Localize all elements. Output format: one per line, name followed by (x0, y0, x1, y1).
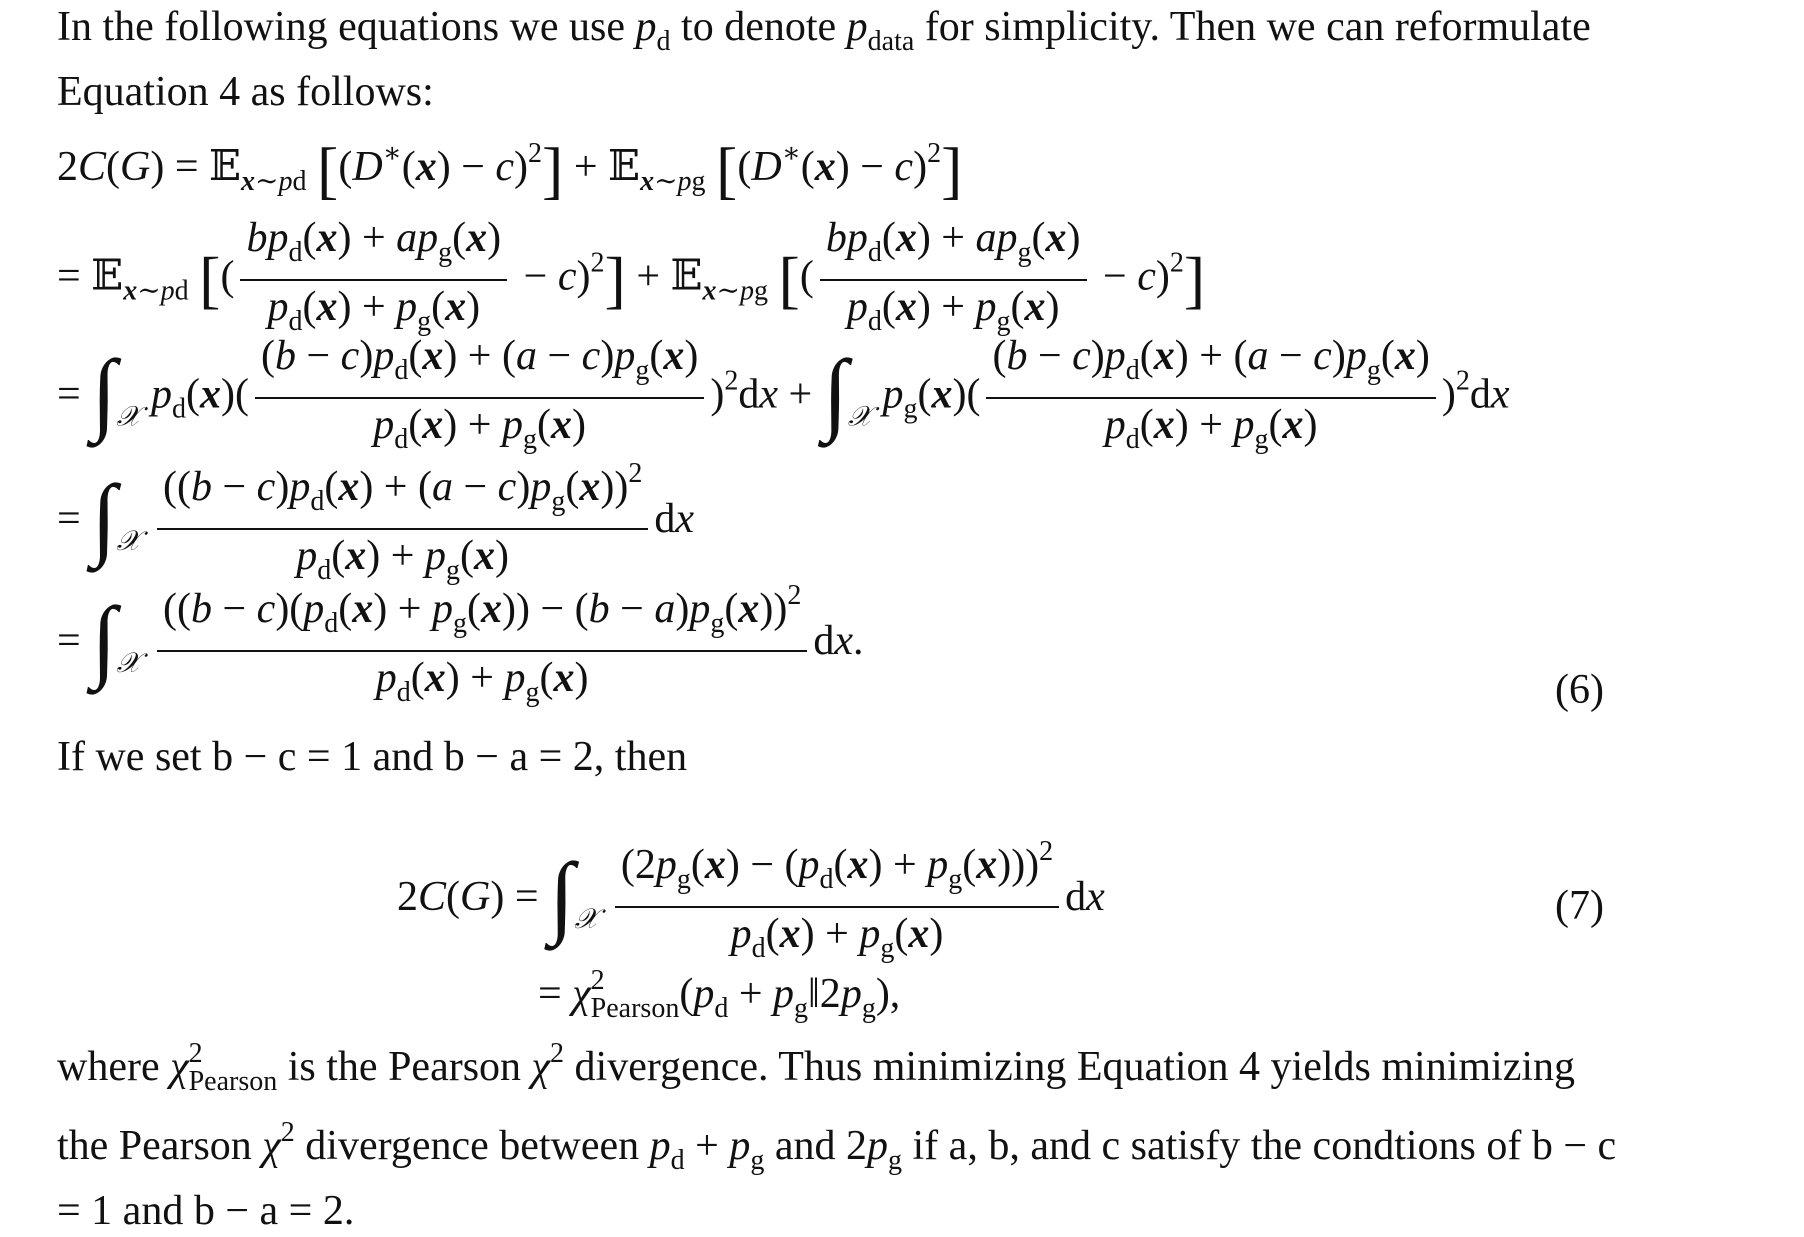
condition-paragraph: If we set b − c = 1 and b − a = 2, then (57, 734, 688, 780)
conclusion-rest-2: divergence between (305, 1123, 640, 1169)
eq6-line-4: = $\int_𝒳$ $\frac{((b - c)p_d(x) + (a - c)p_g(x))^2}{p_d(x) + p_g(x)}$ dx (57, 448, 694, 597)
eq6-line-1: 2C(G) = 𝔼$_{x\sim pd}$ $[(D^∗(x) - c)^2]$ + 𝔼$_{x\sim pg}$ $[(D^∗(x) - c)^2]$ (57, 134, 963, 206)
eq7-line-2: = $\chi^2_{Pearson}(p_d$ + $p_g‖2p_g$), (538, 965, 901, 1024)
eq6-line-2: = 𝔼$_{x\sim pd}$ [( $\frac{bp_d(x) + ap_g(x)}{p_d(x) + p_g(x)}$ − c)$^2$] + 𝔼$_{x\sim pg}$ [( $\frac{bp_d(x) + ap_g(x)}{p_d(x) + p_g(x)}$ − c)$^2$] (57, 212, 1205, 348)
conclusion-rest-4: if a, b, and c satisfy the condtions of b − c = 1 and b − a = 2. (57, 1123, 1617, 1234)
intro-suffix: for simplicity. Then we can reformulate Equation 4 as follows: (57, 4, 1591, 115)
eq7-number: (7) (1555, 883, 1604, 929)
eq6-line-5: = $\int_𝒳$ $\frac{((b - c)(p_d(x) + p_g(x)) - (b - a)p_g(x))^2}{p_d(x) + p_g(x)}$ dx. (57, 570, 863, 719)
intro-middle: to denote (681, 4, 837, 50)
conclusion-where: where (57, 1044, 160, 1090)
eq6-line-3: = $\int_𝒳$ $p_d(x)$( $\frac{(b - c)p_d(x) + (a - c)p_g(x)}{p_d(x) + p_g(x)}$ )$^2dx + \int_𝒳$ $p_g(x)$( $\frac{(b - c)p_d(x) + (a - c)p_g(x)}{p_d(x) + p_g(x)}$ )$^2$dx (57, 330, 1509, 466)
conclusion-is-the: is the Pearson (287, 1044, 522, 1090)
intro-prefix: In the following equations we use (57, 4, 626, 50)
conclusion-rest-1: divergence. Thus minimizing Equation 4 yields minimizing the Pearson (57, 1044, 1576, 1169)
eq6-number: (6) (1555, 667, 1604, 713)
intro-paragraph: In the following equations we use $p_d$ to denote $p_{data}$ for simplicity. Then we can reformulate Equation 4 as follows: (57, 4, 1591, 115)
conclusion-rest-3: and (774, 1123, 836, 1169)
conclusion-paragraph: where $\chi^2_{Pearson}$ is the Pearson $\chi^2$ divergence. Thus minimizing Equation 4 yields minimizing the Pearson $\chi^2$ divergence between $p_d + p_g$ and $2p_g$ if a, b, and c satisfy the condtions of b − c = 1 and b − a = 2. (57, 1038, 1617, 1234)
eq7-line-1: $2C(G) = \int_𝒳$ $\frac{(2p_g(x) - (p_d(x) + p_g(x)))^2}{p_d(x) + p_g(x)}$ dx (397, 826, 1105, 975)
